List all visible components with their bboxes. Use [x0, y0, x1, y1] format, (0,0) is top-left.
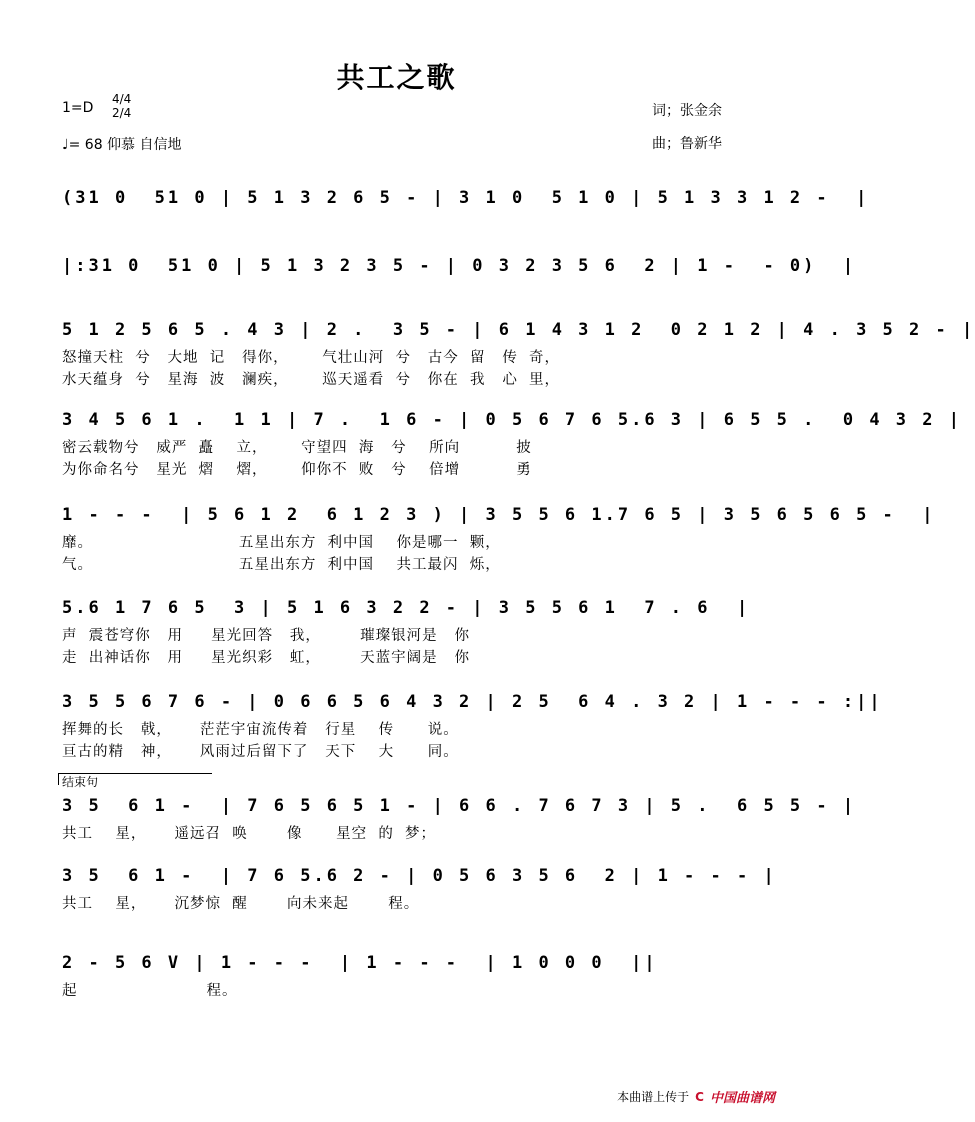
tempo-marking: ♩= 68 仰慕 自信地 [62, 137, 182, 153]
notation-line: 3 4 5 6 1 . 1 1 | 7 . 1 6 - | 0 5 6 7 6 5.6 3 | 6 5 5 . 0 4 3 2 | [62, 410, 962, 430]
lyric-line-2: 为你命名兮 星光 熠 熠， 仰你不 败 兮 倍增 勇 [62, 462, 532, 478]
notation-line: 5.6 1 7 6 5 3 | 5 1 6 3 2 2 - | 3 5 5 6 1 7 . 6 | [62, 598, 751, 618]
score-row [52, 188, 870, 222]
notation-line: 3 5 5 6 7 6 - | 0 6 6 5 6 4 3 2 | 2 5 6 4 . 3 2 | 1 - - - :|| [62, 692, 883, 712]
site-logo-text: 中国曲谱网 [709, 1091, 775, 1106]
lyric-line-1: 声 震苍穹你 用 星光回答 我， 璀璨银河是 你 [62, 628, 471, 644]
lyric-line-1: 共工 星， 沉梦惊 醒 向未来起 程。 [62, 896, 420, 912]
site-logo-icon: C [695, 1089, 704, 1104]
lyric-line-1: 怒撞天柱 兮 大地 记 得你， 气壮山河 兮 古今 留 传 奇， [62, 350, 561, 366]
lyric-line-2: 气。 五星出东方 利中国 共工最闪 烁， [62, 557, 501, 573]
song-title: 共工之歌 [336, 61, 457, 94]
notation-line: 5 1 2 5 6 5 . 4 3 | 2 . 3 5 - | 6 1 4 3 1 2 0 2 1 2 | 4 . 3 5 2 - | [62, 320, 975, 340]
notation-line: (31 0 51 0 | 5 1 3 2 6 5 - | 3 1 0 5 1 0 | 5 1 3 3 1 2 - | [62, 188, 870, 208]
key-signature: 1=D [62, 100, 94, 116]
notation-line: 3 5 6 1 - | 7 6 5.6 2 - | 0 5 6 3 5 6 2 | 1 - - - | [62, 866, 777, 886]
coda-bracket-edge [58, 773, 59, 785]
lyric-line-1: 共工 星， 遥远召 唤 像 星空 的 梦； [62, 826, 437, 842]
lyric-line-2: 走 出神话你 用 星光织彩 虹， 天蓝宇阔是 你 [62, 650, 471, 666]
lyric-line-1: 靡。 五星出东方 利中国 你是哪一 颗， [62, 535, 501, 551]
notation-line: 3 5 6 1 - | 7 6 5 6 5 1 - | 6 6 . 7 6 7 3 | 5 . 6 5 5 - | [62, 796, 857, 816]
composer-credit: 曲；鲁新华 [652, 136, 722, 152]
notation-line: |:31 0 51 0 | 5 1 3 2 3 5 - | 0 3 2 3 5 6 2 | 1 - - 0) | [62, 256, 857, 276]
notation-line: 1 - - - | 5 6 1 2 6 1 2 3 ) | 3 5 5 6 1.7 6 5 | 3 5 6 5 6 5 - | [62, 505, 936, 525]
notation-line: 2 - 5 6 V | 1 - - - | 1 - - - | 1 0 0 0 || [62, 953, 658, 973]
lyricist-credit: 词；张金余 [652, 103, 722, 119]
lyric-line-2: 亘古的精 神， 风雨过后留下了 天下 大 同。 [62, 744, 459, 760]
score-row [52, 256, 857, 290]
lyric-line-1: 起 程。 [62, 983, 238, 999]
footer-text: 本曲谱上传于 [617, 1090, 690, 1104]
site-footer [617, 1087, 775, 1106]
lyric-line-2: 水天蕴身 兮 星海 波 澜疾， 巡天遥看 兮 你在 我 心 里， [62, 372, 561, 388]
lyric-line-1: 挥舞的长 戟， 茫茫宇宙流传着 行星 传 说。 [62, 722, 459, 738]
lyric-line-1: 密云载物兮 威严 矗 立， 守望四 海 兮 所向 披 [62, 440, 532, 456]
coda-label: 结束句 [62, 775, 99, 789]
time-signature: 4/4 2/4 [112, 92, 132, 120]
